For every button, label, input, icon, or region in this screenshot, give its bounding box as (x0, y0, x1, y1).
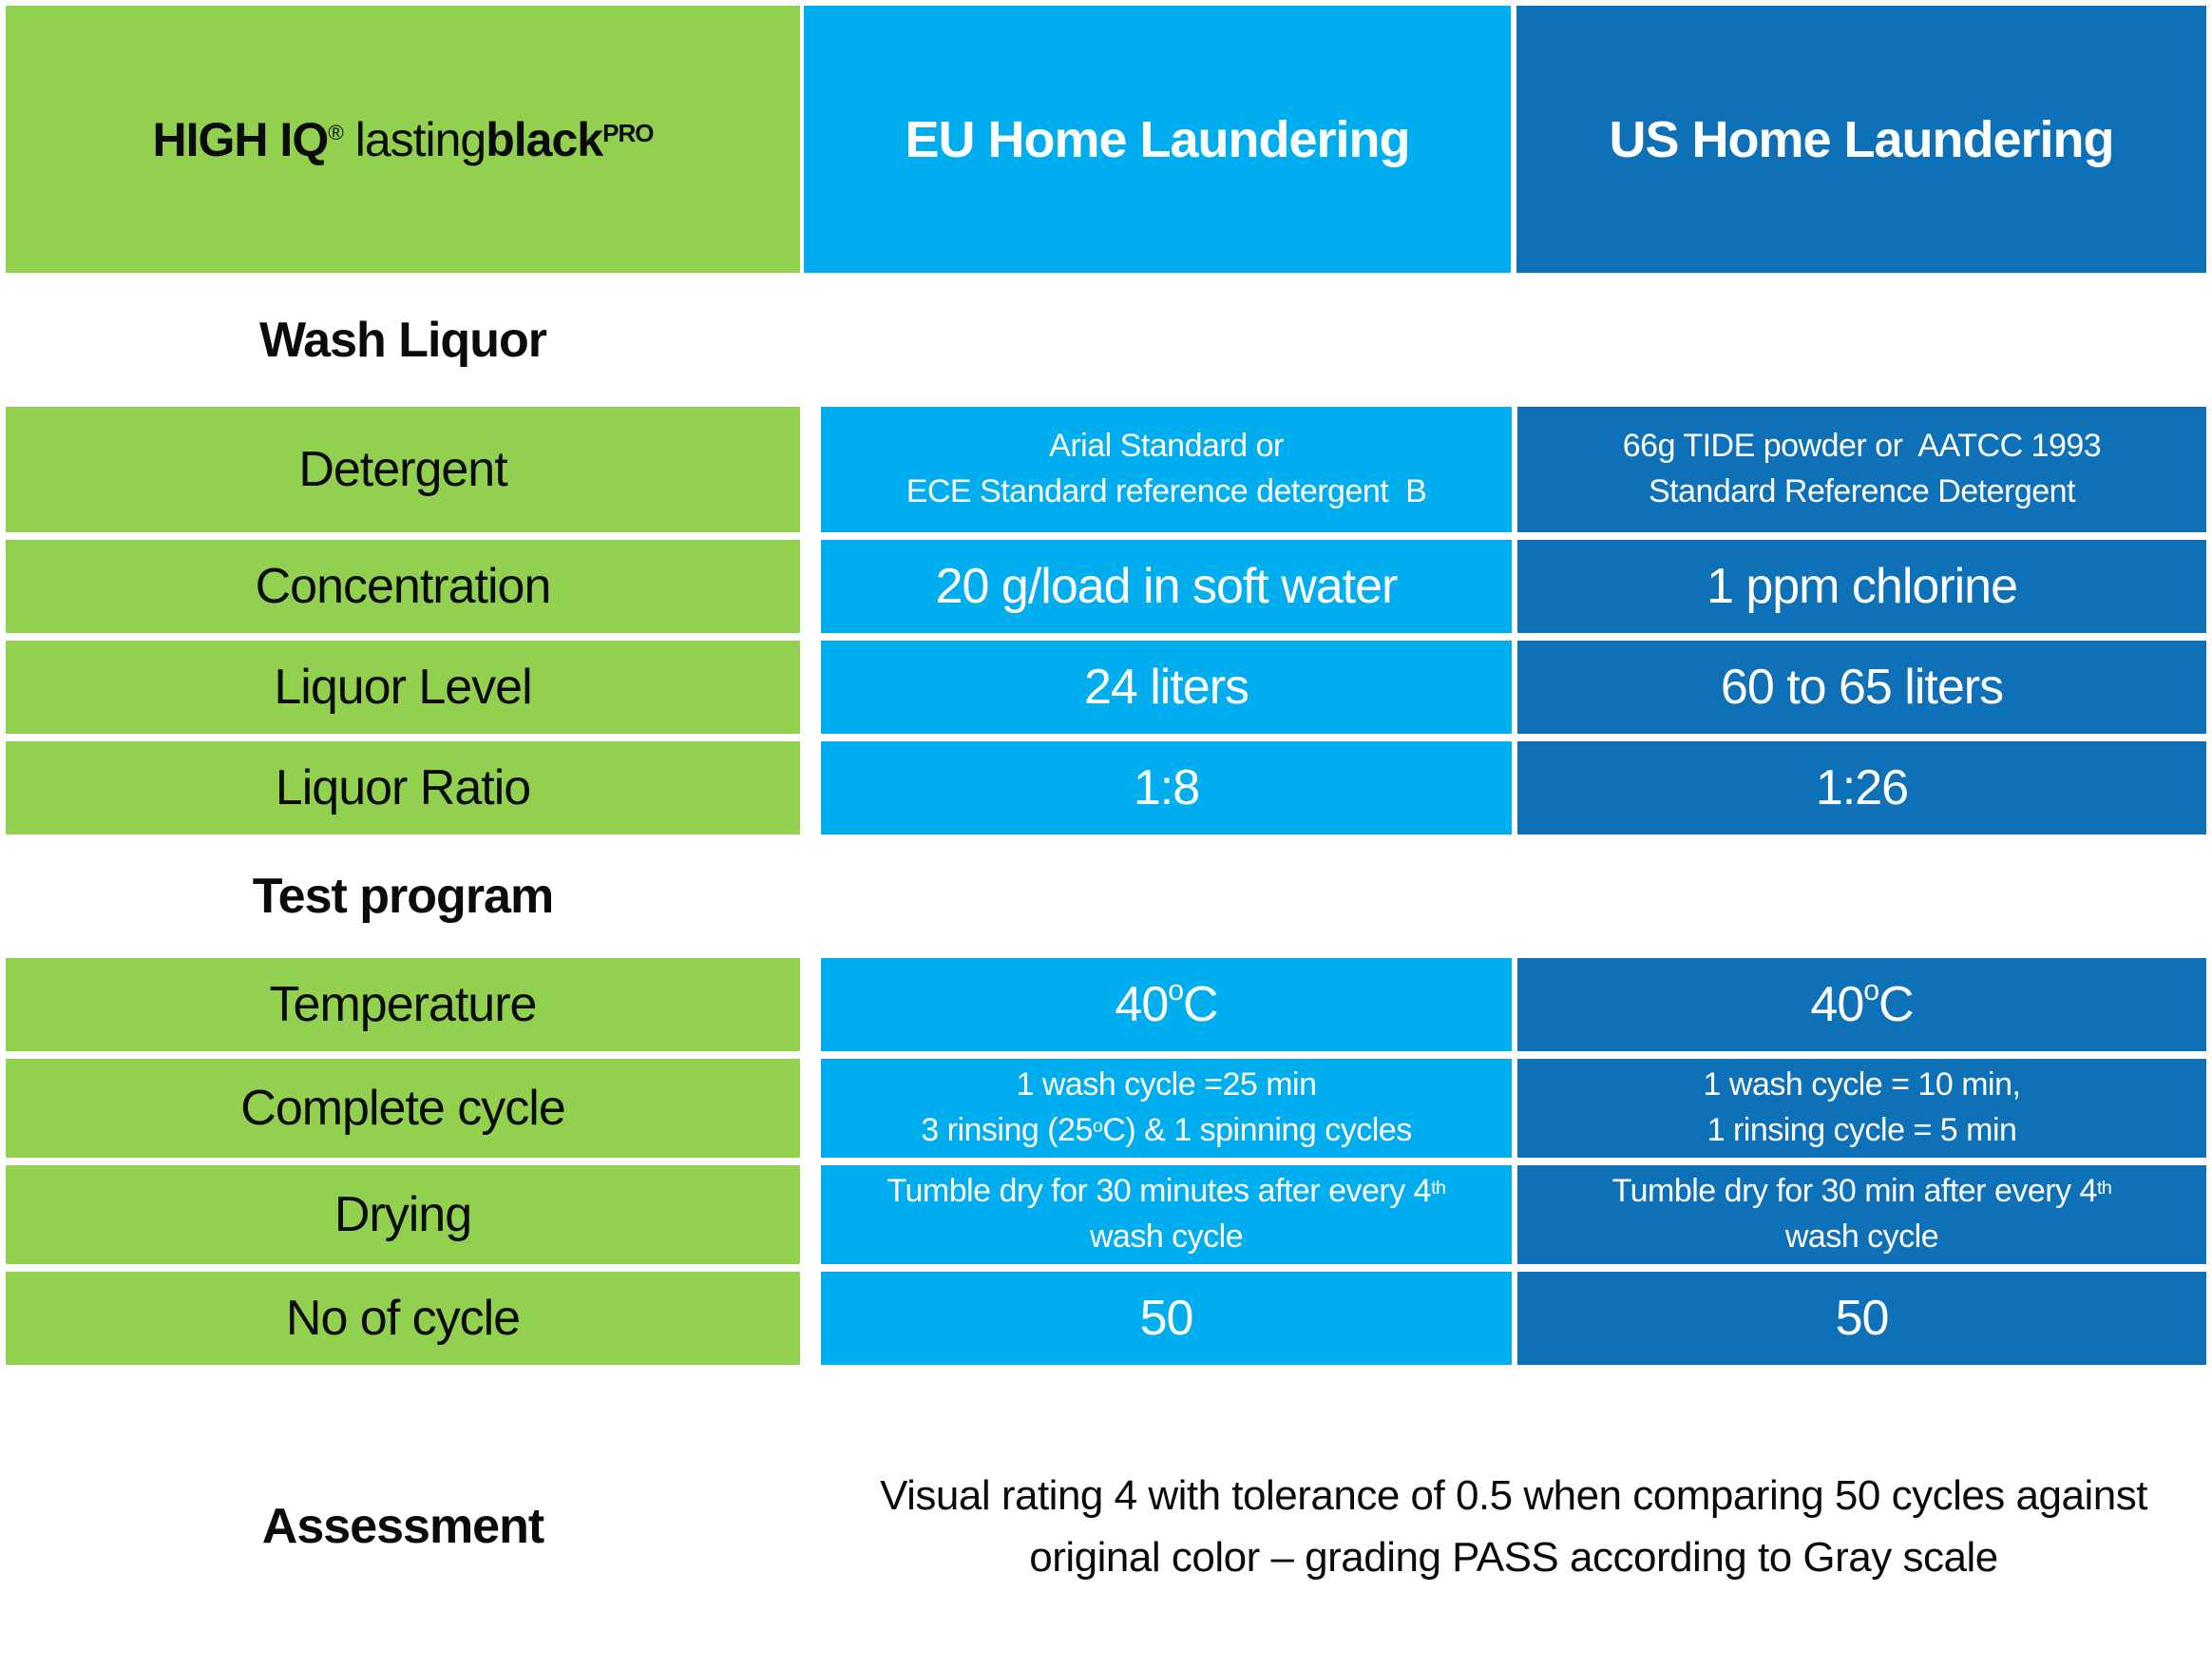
row-divider (6, 1158, 2206, 1165)
row-concentration (6, 540, 2206, 633)
row-liquor-ratio (6, 741, 2206, 834)
detergent-eu-value: Arial Standard or ECE Standard reference detergent B (821, 407, 1512, 532)
liquor-level-label: Liquor Level (6, 641, 800, 734)
concentration-us-value: 1 ppm chlorine (1517, 540, 2206, 633)
liquor-level-us-value: 60 to 65 liters (1517, 641, 2206, 734)
us-column-header: US Home Laundering (1516, 6, 2206, 273)
column-divider (800, 641, 821, 734)
row-divider (6, 734, 2206, 741)
row-no-of-cycle (6, 1272, 2206, 1365)
row-divider (6, 532, 2206, 540)
liquor-ratio-eu-value: 1:8 (821, 741, 1512, 834)
complete-cycle-label: Complete cycle (6, 1059, 800, 1158)
table-header-row (6, 6, 2206, 273)
column-divider (800, 540, 821, 633)
no-of-cycle-us-value: 50 (1517, 1272, 2206, 1365)
row-complete-cycle (6, 1059, 2206, 1158)
row-divider (6, 633, 2206, 641)
column-divider (800, 741, 821, 834)
column-divider (800, 407, 821, 532)
detergent-label: Detergent (6, 407, 800, 532)
assessment-label: Assessment (261, 1499, 544, 1554)
row-divider (6, 1051, 2206, 1059)
row-detergent (6, 407, 2206, 532)
temperature-eu-value: 40 o C (821, 958, 1512, 1051)
test-program-section (6, 834, 2206, 958)
drying-us-value: Tumble dry for 30 min after every 4th wash cycle (1517, 1165, 2206, 1264)
assessment-text: Visual rating 4 with tolerance of 0.5 when comparing 50 cycles against original color – grading PASS according to Gray scale (880, 1471, 2147, 1581)
liquor-level-eu-value: 24 liters (821, 641, 1512, 734)
pro-superscript: PRO (602, 119, 654, 148)
column-divider (800, 1059, 821, 1158)
row-divider (6, 1264, 2206, 1272)
no-of-cycle-eu-value: 50 (821, 1272, 1512, 1365)
drying-eu-value: Tumble dry for 30 minutes after every 4th wash cycle (821, 1165, 1512, 1264)
drying-label: Drying (6, 1165, 800, 1264)
detergent-us-value: 66g TIDE powder or AATCC 1993 Standard Reference Detergent (1517, 407, 2206, 532)
column-divider (800, 1165, 821, 1264)
no-of-cycle-label: No of cycle (6, 1272, 800, 1365)
registered-mark: ® (328, 120, 343, 144)
liquor-ratio-label: Liquor Ratio (6, 741, 800, 834)
eu-column-header: EU Home Laundering (804, 6, 1511, 273)
complete-cycle-us-value: 1 wash cycle = 10 min, 1 rinsing cycle = 5 min (1517, 1059, 2206, 1158)
assessment-section (6, 1365, 2206, 1669)
column-divider (800, 958, 821, 1051)
column-divider (800, 1272, 821, 1365)
wash-liquor-heading: Wash Liquor (259, 312, 546, 368)
complete-cycle-eu-value: 1 wash cycle =25 min 3 rinsing (25$^o$C) & 1 spinning cycles (821, 1059, 1512, 1158)
concentration-eu-value: 20 g/load in soft water (821, 540, 1512, 633)
test-program-heading: Test program (252, 869, 554, 924)
row-temperature (6, 958, 2206, 1051)
temperature-label: Temperature (6, 958, 800, 1051)
brand-title: HIGH IQ® lastingblack$^{PRO}$ (152, 112, 654, 166)
wash-liquor-section (6, 273, 2206, 407)
row-drying (6, 1165, 2206, 1264)
liquor-ratio-us-value: 1:26 (1517, 741, 2206, 834)
brand-header-cell (6, 6, 800, 273)
concentration-label: Concentration (6, 540, 800, 633)
temperature-us-value: 40 o C (1517, 958, 2206, 1051)
row-liquor-level (6, 641, 2206, 734)
